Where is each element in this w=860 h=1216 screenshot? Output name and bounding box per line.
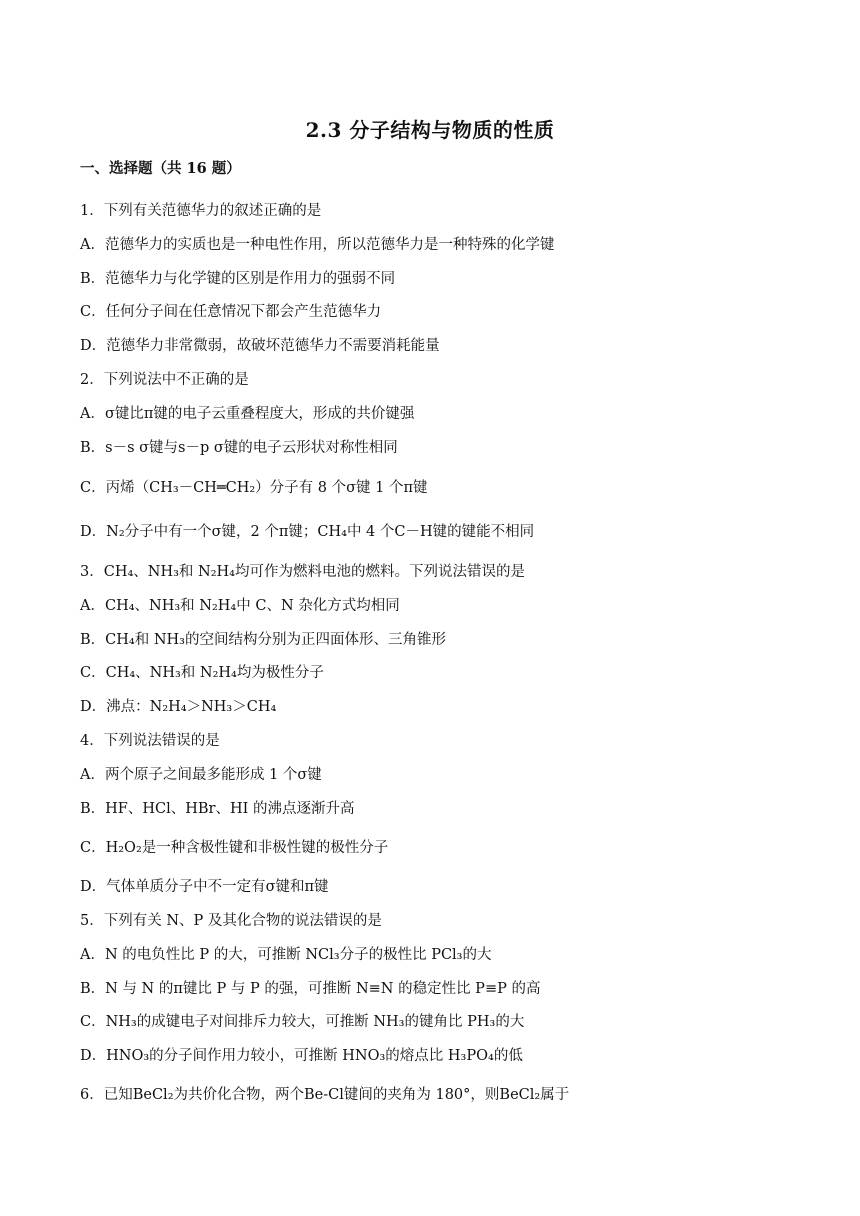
section-heading: 一、选择题（共 16 题） [80,160,241,177]
answer-option: B．N 与 N 的π键比 P 与 P 的强，可推断 N≡N 的稳定性比 P≡P 的高 [80,981,541,997]
answer-option: C．H₂O₂是一种含极性键和非极性键的极性分子 [80,840,389,856]
question-stem: 1．下列有关范德华力的叙述正确的是 [80,203,322,219]
answer-option: C．任何分子间在任意情况下都会产生范德华力 [80,304,382,320]
question-stem: 4．下列说法错误的是 [80,733,220,749]
question-stem: 5．下列有关 N、P 及其化合物的说法错误的是 [80,913,382,929]
answer-option: A．σ键比π键的电子云重叠程度大，形成的共价键强 [80,406,415,422]
answer-option: D．N₂分子中有一个σ键，2 个π键；CH₄中 4 个C－H键的键能不相同 [80,524,535,540]
answer-option: B．HF、HCl、HBr、HI 的沸点逐渐升高 [80,801,355,817]
answer-option: C．CH₄、NH₃和 N₂H₄均为极性分子 [80,665,324,681]
answer-option: C．丙烯（CH₃－CH═CH₂）分子有 8 个σ键 1 个π键 [80,480,428,496]
answer-option: A．两个原子之间最多能形成 1 个σ键 [80,767,322,783]
question-stem: 2．下列说法中不正确的是 [80,372,249,388]
question-stem: 3．CH₄、NH₃和 N₂H₄均可作为燃料电池的燃料。下列说法错误的是 [80,564,525,580]
answer-option: D．范德华力非常微弱，故破坏范德华力不需要消耗能量 [80,338,440,354]
question-stem: 6．已知BeCl₂为共价化合物，两个Be-Cl键间的夹角为 180°，则BeCl₂属于 [80,1087,570,1103]
answer-option: A．CH₄、NH₃和 N₂H₄中 C、N 杂化方式均相同 [80,598,400,614]
answer-option: D．HNO₃的分子间作用力较小，可推断 HNO₃的熔点比 H₃PO₄的低 [80,1048,523,1064]
page-title: 2.3 分子结构与物质的性质 [305,118,555,142]
answer-option: B．s－s σ键与s－p σ键的电子云形状对称性相同 [80,440,398,456]
answer-option: C．NH₃的成键电子对间排斥力较大，可推断 NH₃的键角比 PH₃的大 [80,1014,525,1030]
answer-option: B．范德华力与化学键的区别是作用力的强弱不同 [80,271,396,287]
answer-option: A．N 的电负性比 P 的大，可推断 NCl₃分子的极性比 PCl₃的大 [80,947,492,963]
answer-option: D．沸点：N₂H₄＞NH₃＞CH₄ [80,699,277,715]
answer-option: A．范德华力的实质也是一种电性作用，所以范德华力是一种特殊的化学键 [80,237,555,253]
answer-option: D．气体单质分子中不一定有σ键和π键 [80,879,329,895]
answer-option: B．CH₄和 NH₃的空间结构分别为正四面体形、三角锥形 [80,632,446,648]
